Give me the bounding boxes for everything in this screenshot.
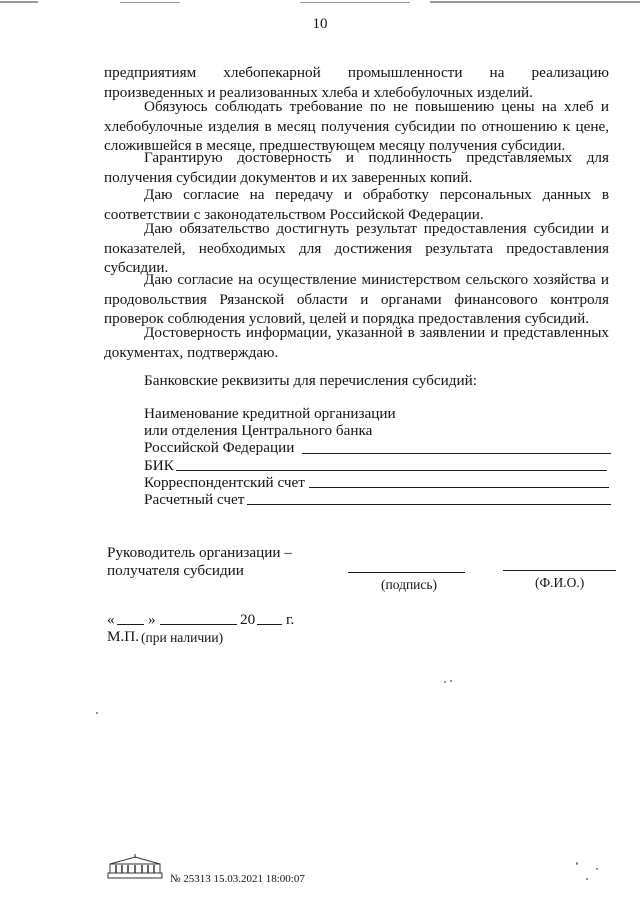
bik-label: БИК bbox=[144, 457, 174, 474]
paragraph-1-text: предприятиям хлебопекарной промышленности на реализацию произведенных и реализованных хлеба и хлебобулочных изделий. bbox=[104, 64, 609, 101]
bank-heading: Банковские реквизиты для перечисления субсидий: bbox=[144, 372, 477, 389]
date-year-field bbox=[257, 624, 282, 625]
paragraph-3-text: Гарантирую достоверность и подлинность представляемых для получения субсидии документов и их заверенных копий. bbox=[104, 149, 609, 186]
corr-account-field bbox=[309, 487, 609, 488]
date-month-field bbox=[160, 624, 237, 625]
paragraph-4-text: Даю согласие на передачу и обработку персональных данных в соответствии с законодательством Российской Федерации. bbox=[104, 186, 609, 223]
bank-org-label-3: Российской Федерации bbox=[144, 439, 295, 456]
paragraph-5 bbox=[104, 219, 609, 278]
scan-speck bbox=[450, 680, 452, 682]
corr-account-label: Корреспондентский счет bbox=[144, 474, 305, 491]
scan-speck bbox=[596, 868, 598, 870]
bank-org-label-1: Наименование кредитной организации bbox=[144, 405, 396, 422]
paragraph-7-text: Достоверность информации, указанной в заявлении и представленных документах, подтверждаю. bbox=[104, 324, 609, 361]
date-year-suffix: г. bbox=[286, 611, 295, 628]
scan-speck bbox=[444, 681, 446, 683]
date-year-prefix: 20 bbox=[240, 611, 256, 628]
building-seal-icon bbox=[106, 852, 164, 880]
bank-org-field bbox=[302, 453, 611, 454]
date-open-quote: « bbox=[107, 611, 115, 628]
paragraph-7 bbox=[104, 323, 609, 362]
stamp-label: М.П. bbox=[107, 628, 140, 645]
settlement-account-label: Расчетный счет bbox=[144, 491, 245, 508]
full-name-field bbox=[503, 570, 616, 571]
signer-role-2: получателя субсидии bbox=[107, 562, 244, 579]
scan-speck bbox=[96, 712, 98, 714]
bik-field bbox=[176, 470, 607, 471]
paragraph-6 bbox=[104, 270, 609, 329]
stamp-note: (при наличии) bbox=[141, 630, 224, 645]
paragraph-3 bbox=[104, 148, 609, 187]
date-close-quote: » bbox=[148, 611, 156, 628]
bank-org-label-2: или отделения Центрального банка bbox=[144, 422, 373, 439]
scan-edge-artifact bbox=[0, 0, 640, 6]
document-registration-id: № 25313 15.03.2021 18:00:07 bbox=[170, 873, 305, 885]
paragraph-5-text: Даю обязательство достигнуть результат предоставления субсидии и показателей, необходимых для достижения результата предоставления субсидии. bbox=[104, 220, 609, 276]
date-day-field bbox=[117, 624, 144, 625]
signer-role-1: Руководитель организации – bbox=[107, 544, 292, 561]
paragraph-2-text: Обязуюсь соблюдать требование по не повышению цены на хлеб и хлебобулочные изделия в месяц получения субсидии по отношению к цене, сложившейся в месяце, предшествующем месяцу получения субсидии. bbox=[104, 98, 609, 154]
page-number: 10 bbox=[312, 16, 328, 32]
paragraph-6-text: Даю согласие на осуществление министерством сельского хозяйства и продовольствия Рязанской области и органами финансового контроля проверок соблюдения условий, целей и порядка предоставления субсидий. bbox=[104, 271, 609, 327]
scan-speck bbox=[576, 862, 578, 865]
paragraph-2 bbox=[104, 97, 609, 156]
settlement-account-field bbox=[247, 504, 611, 505]
full-name-caption: (Ф.И.О.) bbox=[535, 575, 585, 590]
signature-caption: (подпись) bbox=[381, 577, 438, 592]
scan-speck bbox=[586, 878, 588, 880]
signature-field bbox=[348, 572, 465, 573]
